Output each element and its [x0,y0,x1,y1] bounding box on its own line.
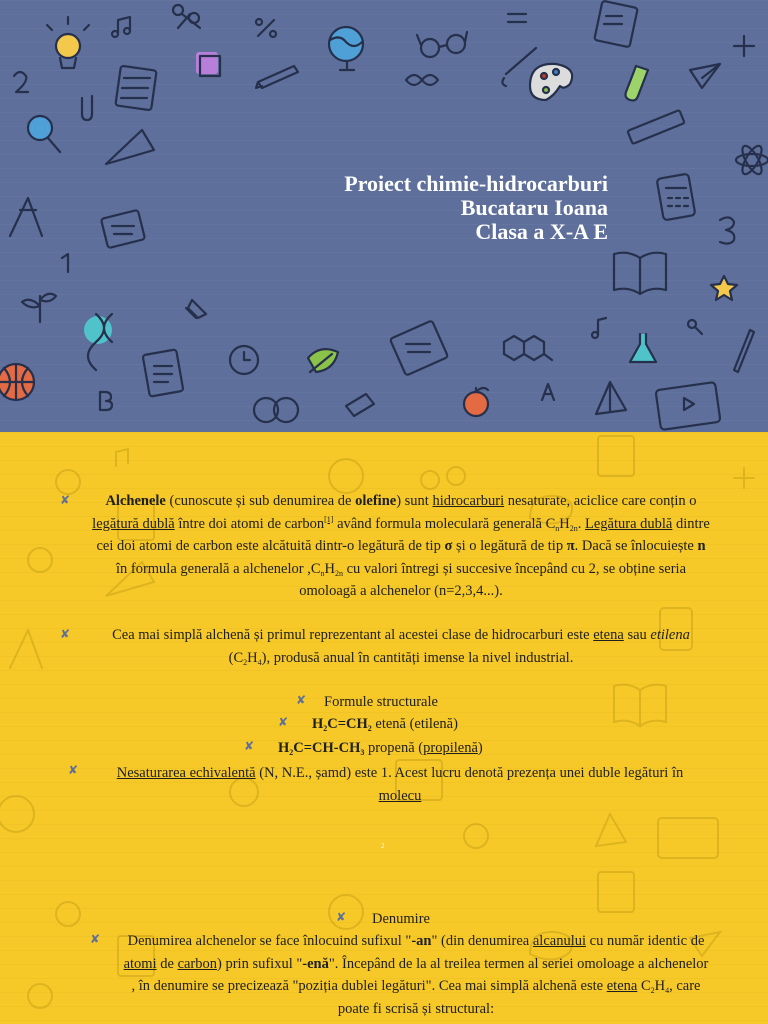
bullet-icon: ✘ [60,493,71,507]
letter-b-icon [100,392,112,410]
molecule-icon [504,336,552,360]
bullet-icon: ✘ [90,932,101,946]
link-legatura-dubla-2[interactable]: Legătura dublă [585,515,673,532]
pushpin-icon [186,300,206,318]
palette-icon [530,64,572,100]
letter-a-icon [542,384,554,400]
triangle-ruler-icon [106,130,154,164]
link-atomi[interactable]: atomi [123,955,157,972]
music-note-icon-2 [592,318,606,338]
page-number: 2 [381,842,385,850]
magnifier-icon [28,116,60,152]
basketball-icon [0,364,34,400]
plus-icon [734,36,754,56]
venn-icon [254,398,298,422]
lightbulb-icon [47,17,89,68]
globe-icon [329,27,363,70]
link-legatura-dubla[interactable]: legătură dublă [92,515,175,532]
calculator-icon [657,174,696,221]
content-slide [0,432,768,1024]
paper-icon [101,210,145,248]
footnote-link[interactable]: [1] [324,514,334,524]
link-etena-2[interactable]: etena [606,978,638,994]
sticky-note-icon [196,52,220,76]
formule-heading: Formule structurale [324,694,438,710]
link-hidrocarburi[interactable]: hidrocarburi [432,493,505,509]
term-alchenele: Alchenele [105,493,166,509]
class-name: Clasa a X-A E [475,219,608,244]
bullet-icon: ✘ [68,763,79,777]
dna-icon [84,314,112,370]
number-3-icon [720,217,734,243]
exam-sheet-icon [143,349,184,396]
equals-icon [508,14,526,22]
apple-icon [464,388,488,416]
compass-icon [10,198,42,236]
number-1-icon [62,254,68,272]
bullet-icon: ✘ [296,693,307,707]
paper-plane-icon [690,64,720,88]
percent-icon [256,19,276,37]
pencil-icon [256,66,298,88]
link-molecula[interactable]: molecu [378,787,422,804]
ruler-icon [627,110,684,144]
link-propilena[interactable]: propilenă [423,740,478,756]
glasses-icon [417,32,467,57]
leaf-icon [308,349,338,372]
scissors-icon [173,5,200,28]
clipboard-icon [390,320,448,375]
link-carbon[interactable]: carbon [177,955,218,972]
project-title: Proiect chimie-hidrocarburi [344,171,608,196]
tablet-icon [656,382,721,430]
alchene-definition-paragraph: Alchenele (cunoscute și sub denumirea de olefine) sunt hidrocarburi nesaturate, aciclice care conțin o legătură dublă între doi atomi de carbon[1] având formula moleculară generală $C_nH_{2n}$. Legătura dublă dintre cei doi atomi de carbon este alcătuită dintr-o legătură de tip σ și o legătură de tip π. Dacă se înlocuiește n în formula generală a alchenelor $,C_nH_{2n}$ cu valori întregi și succesive începând cu 2, se obține seria omoloagă a alchenelor (n=2,3,4...). [92,493,710,599]
link-alcanului[interactable]: alcanului [532,933,587,949]
music-note-icon [112,17,130,37]
pyramid-icon [596,382,626,414]
denumire-heading: Denumire [372,911,430,927]
pen-icon [734,330,754,372]
title-block [344,172,608,244]
eraser-icon [346,394,374,416]
etena-paragraph: Cea mai simplă alchenă și primul reprezentant al acestei clase de hidrocarburi este etena sau etilena $(C_2H_4)$, produsă anual în cantități imense la nivel industrial. [112,627,690,667]
title-slide [0,0,768,432]
formula-etena: $H_2C=CH_2$ etenă (etilenă) [312,716,458,733]
flask-icon [630,334,656,362]
plant-icon [22,294,56,322]
bullet-icon: ✘ [278,715,289,729]
bullet-icon: ✘ [244,739,255,753]
link-nesaturarea-echivalenta[interactable]: Nesaturarea echivalentă [116,765,256,781]
clock-icon [230,346,258,374]
author-name: Bucataru Ioana [460,195,608,220]
bullet-icon: ✘ [60,627,71,641]
bullet-icon: ✘ [336,910,347,924]
notebook-icon [594,1,638,48]
formula-propena: $H_2C=CH-CH_3$ propenă (propilenă) [278,740,483,757]
book-icon [614,253,666,294]
denumire-paragraph: Denumirea alchenelor se face înlocuind sufixul "-an" (din denumirea alcanului cu număr identic de atomi de carbon) prin sufixul "-enă". Începând de la al treilea termen al seriei omoloage a alchenelor , în denumire se precizează "poziția dublei legături". Cea mai simplă alchenă este etena $C_2H_4$, care poate fi scrisă și structural: [123,933,709,1017]
pin-icon [688,320,702,334]
number-2-icon [14,72,28,92]
abacus-icon [115,66,156,111]
test-tube-icon [626,66,649,101]
link-etena[interactable]: etena [593,627,624,643]
infinity-icon [406,75,438,85]
atom-icon [736,143,768,177]
star-icon [711,276,737,300]
paperclip-icon [82,96,92,120]
nesaturare-paragraph: Nesaturarea echivalentă (N, N.E., șamd) este 1. Acest lucru denotă prezența unei duble legături în molecu [116,765,684,804]
